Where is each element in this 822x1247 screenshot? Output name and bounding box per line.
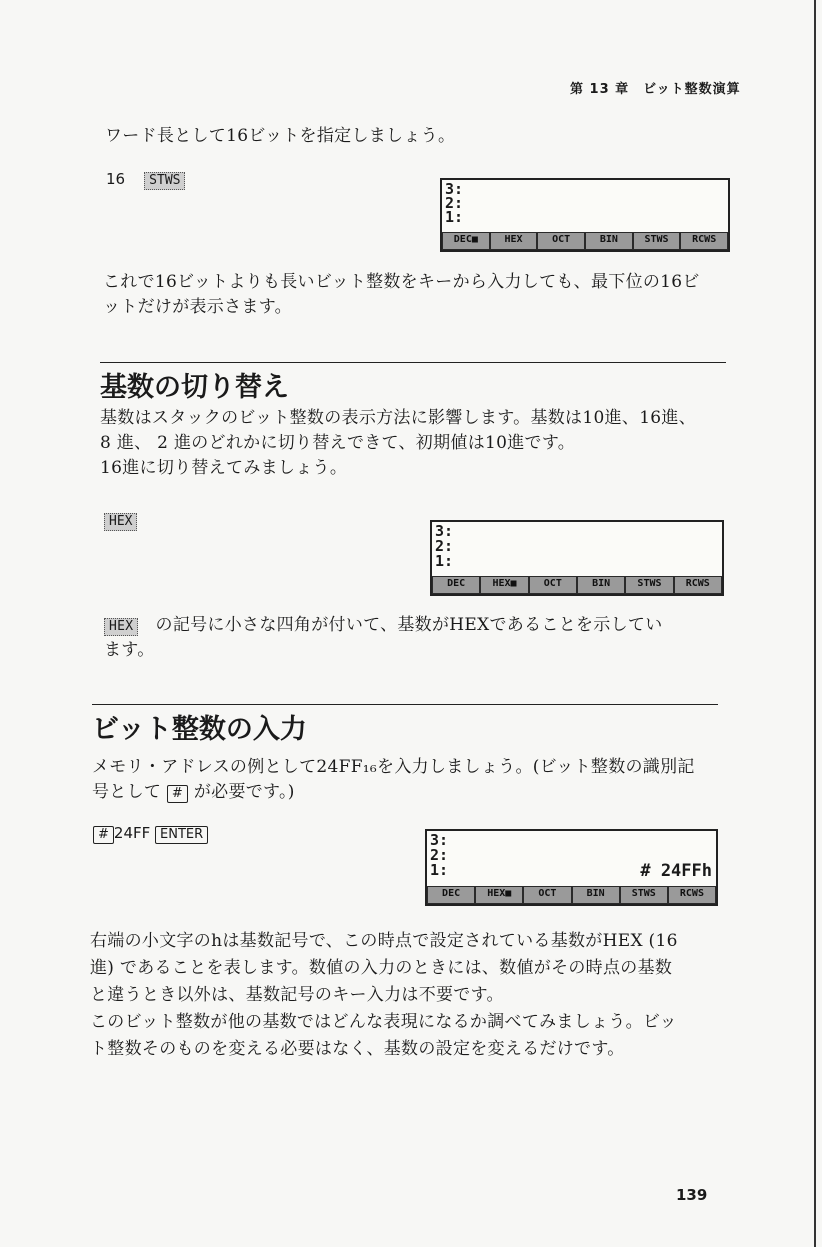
menu-key-oct: OCT [538,233,584,249]
step-value: 24FF [113,824,151,842]
stack-level-2: 2: [430,846,449,864]
section-heading-input: ビット整数の入力 [92,714,307,745]
menu-key-oct: OCT [530,577,576,593]
text-line: 右端の小文字のhは基数記号で、この時点で設定されている基数がHEX (16 [90,931,678,951]
menu-key-hex: HEX■ [476,887,522,903]
paragraph-stws-result [103,270,700,320]
menu-key-oct: OCT [524,887,570,903]
menu-key-bin: BIN [586,233,632,249]
menu-key-rcws: RCWS [681,233,727,249]
stack-level-2: 2: [435,537,454,555]
text-line: が必要です。) [193,782,295,802]
lcd-display-3 [425,829,718,906]
text-line: ト整数そのものを変える必要はなく、基数の設定を変えるだけです。 [90,1039,625,1059]
hash-key: # [167,785,188,803]
text-line: 号として [92,782,162,802]
menu-key-bin: BIN [573,887,619,903]
section-divider [100,362,726,363]
step-stws-prefix: 16 [106,170,126,188]
menu-key-dec: DEC [428,887,474,903]
step-stws [106,170,185,190]
step-hex [104,511,137,531]
menu-key-bin: BIN [578,577,624,593]
section-divider [92,704,718,705]
text-line: メモリ・アドレスの例として24FF₁₆を入力しましょう。(ビット整数の識別記 [92,757,695,777]
paragraph-hex-note [104,613,744,663]
enter-key: ENTER [155,826,208,844]
stack-level-1: 1: [445,208,464,226]
section-heading-radix: 基数の切り替え [100,372,289,403]
menu-key-rcws: RCWS [669,887,715,903]
text-line: 8 進、 2 進のどれかに切り替えできて、初期値は10進です。 [100,433,576,453]
text-line: 基数はスタックのビット整数の表示方法に影響します。基数は10進、16進、 [100,408,697,428]
page-number: 139 [676,1186,708,1204]
text-line: と違うとき以外は、基数記号のキー入力は不要です。 [90,985,504,1005]
paragraph-input [92,755,742,805]
stack-level-3: 3: [435,522,454,540]
menu-key-stws: STWS [634,233,680,249]
menu-key-hex: HEX [491,233,537,249]
lcd-display-1 [440,178,730,252]
stack-value: # 24FFh [640,861,712,881]
softkey-menu [432,576,722,594]
stack-level-3: 3: [430,831,449,849]
menu-key-dec: DEC [433,577,479,593]
paragraph-radix [100,406,696,481]
intro-text: ワード長として16ビットを指定しましょう。 [105,126,456,146]
text-line: これで16ビットよりも長いビット整数をキーから入力しても、最下位の16ビ [103,272,700,292]
text-line: ます。 [104,640,155,660]
text-line: 16進に切り替えてみましょう。 [100,458,348,478]
softkey-menu [442,232,728,250]
softkey-menu [427,886,716,904]
stack-level-1: 1: [435,552,454,570]
text-line: このビット整数が他の基数ではどんな表現になるか調べてみましょう。ビッ [90,1012,677,1032]
text-line: の記号に小さな四角が付いて、基数がHEXであることを示してい [155,615,663,635]
menu-key-stws: STWS [626,577,672,593]
menu-key-hex: HEX■ [481,577,527,593]
menu-key-dec: DEC■ [443,233,489,249]
menu-key-stws: STWS [621,887,667,903]
page-edge [814,0,816,1247]
text-line: ットだけが表示さます。 [103,297,292,317]
hash-key: # [93,826,114,844]
step-enter [93,824,208,844]
menu-key-rcws: RCWS [675,577,721,593]
hex-softkey: HEX [104,618,138,636]
stack-level-1: 1: [430,861,449,879]
hex-softkey: HEX [104,513,137,531]
running-head: 第 13 章 ビット整数演算 [570,82,741,97]
lcd-display-2 [430,520,724,596]
stack-level-2: 2: [445,194,464,212]
stws-softkey: STWS [144,172,185,190]
paragraph-radix-symbol [90,928,750,1063]
text-line: 進) であることを表します。数値の入力のときには、数値がその時点の基数 [90,958,673,978]
stack-level-3: 3: [445,180,464,198]
